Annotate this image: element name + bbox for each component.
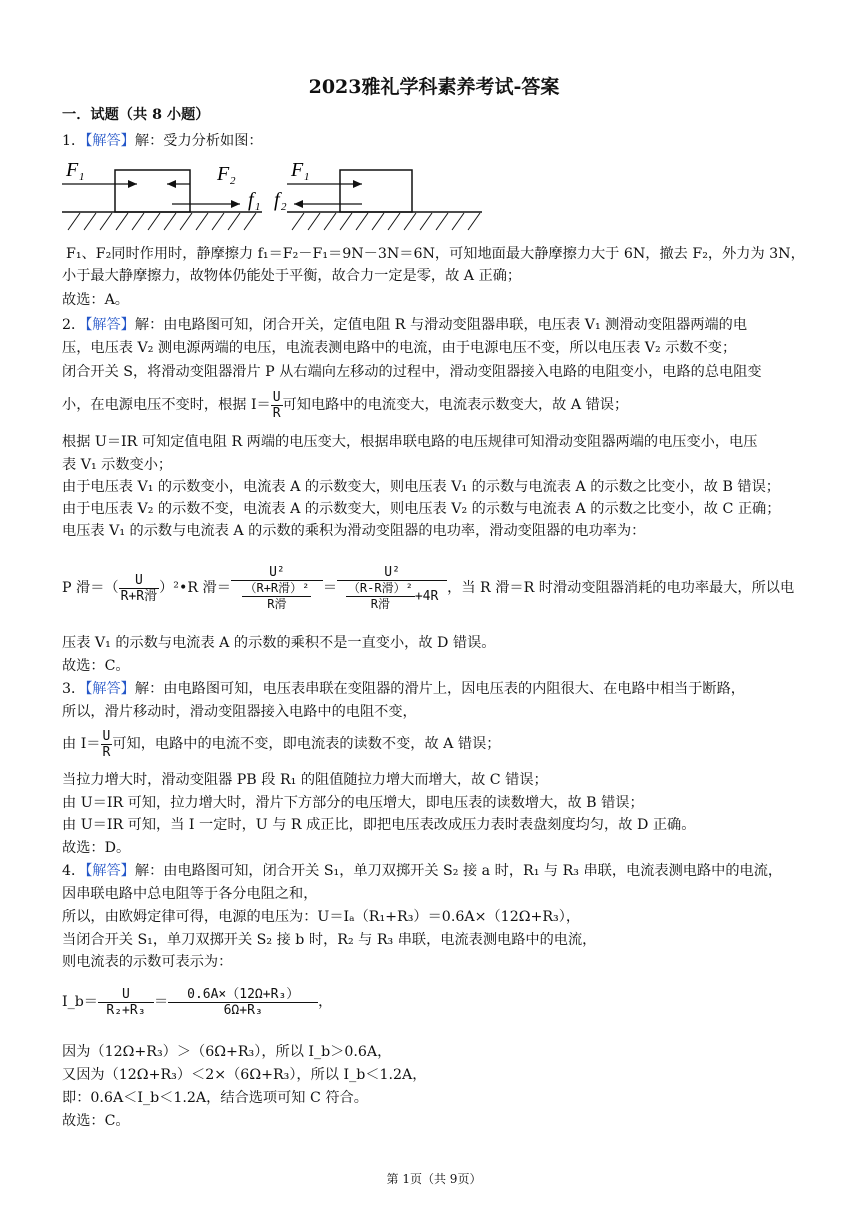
q1-intro	[62, 131, 263, 151]
q3-line-6: 由 U＝IR 可知，当 I 一定时，U 与 R 成正比，即把电压表改成压力表时表盘刻度均匀，故 D 正确。	[62, 817, 696, 833]
q4-number: 4．	[62, 863, 86, 879]
q4-answer-tag: 【解答】	[85, 863, 135, 879]
q2-line-9: 电压表 V₁ 的示数与电流表 A 的示数的乘积为滑动变阻器的电功率，滑动变阻器的电功率为：	[62, 523, 646, 539]
q2-answer-tag: 【解答】	[85, 317, 135, 333]
page-footer: 第 1页（共 9页）	[386, 1172, 482, 1186]
section-heading: 一．试题（共 8 小题）	[62, 107, 210, 123]
q4-line-7: 又因为（12Ω+R₃）＜2×（6Ω+R₃），所以 I_b＜1.2A，	[62, 1067, 427, 1083]
svg-text:2: 2	[230, 175, 236, 187]
svg-text:F: F	[217, 163, 230, 185]
q2-line-8: 由于电压表 V₂ 的示数不变，电流表 A 的示数变大，则电压表 V₂ 的示数与电流表 A 的示数之比变小，故 C 正确；	[62, 501, 781, 517]
q3-line-3: 由 I＝ $\frac{U}{R}$ 可知，电路中的电流不变，即电流表的读数不变，故 A 错误；	[62, 728, 501, 760]
svg-text:F: F	[66, 160, 79, 181]
force-diagram	[62, 160, 502, 240]
svg-text:2: 2	[281, 201, 287, 213]
svg-text:F: F	[291, 160, 304, 181]
q3-line-4: 当拉力增大时，滑动变阻器 PB 段 R₁ 的阻值随拉力增大而增大，故 C 错误；	[62, 772, 548, 788]
q2-line-2: 压，电压表 V₂ 测电源两端的电压，电流表测电路中的电流，由于电源电压不变，所以电压表 V₂ 示数不变；	[62, 340, 737, 356]
q4-line-9: 故选：C。	[62, 1113, 130, 1129]
svg-text:f: f	[248, 189, 254, 211]
q2-line-4: 小，在电源电压不变时，根据 I＝ $\frac{U}{R}$ 可知电路中的电流变大，电流表示数变大，故 A 错误；	[62, 389, 629, 421]
q2-line-11: 故选：C。	[62, 658, 130, 674]
svg-text:f: f	[274, 189, 280, 211]
svg-text:1: 1	[304, 171, 310, 183]
page-title: 2023雅礼学科素养考试-答案	[308, 76, 560, 98]
q3-line-1: 3．【解答】解：由电路图可知，电压表串联在变阻器的滑片上，因电压表的内阻很大、在电路中相当于断路，	[62, 681, 745, 697]
q3-answer-tag: 【解答】	[85, 681, 135, 697]
q1-intro-text: 解：受力分析如图：	[134, 133, 263, 149]
q4-line-4: 当闭合开关 S₁，单刀双掷开关 S₂ 接 b 时，R₂ 与 R₃ 串联，电流表测电路中的电流，	[62, 932, 597, 948]
q3-line-5: 由 U＝IR 可知，拉力增大时，滑片下方部分的电压增大，即电压表的读数增大，故 B 错误；	[62, 795, 644, 811]
q2-line-1: 2．【解答】解：由电路图可知，闭合开关，定值电阻 R 与滑动变阻器串联，电压表 V₁ 测滑动变阻器两端的电	[62, 317, 748, 333]
q1-number: 1．	[62, 133, 86, 149]
q4-line-8: 即：0.6A＜I_b＜1.2A，结合选项可知 C 符合。	[62, 1090, 368, 1106]
svg-text:1: 1	[255, 201, 261, 213]
q4-line-5: 则电流表的示数可表示为：	[62, 954, 233, 970]
q4-line-1: 4．【解答】解：由电路图可知，闭合开关 S₁，单刀双掷开关 S₂ 接 a 时，R₁ 与 R₃ 串联，电流表测电路中的电流，	[62, 863, 783, 879]
q3-line-2: 所以，滑片移动时，滑动变阻器接入电路中的电阻不变，	[62, 704, 417, 720]
q1-line-2: 小于最大静摩擦力，故物体仍能处于平衡，故合力一定是零，故 A 正确；	[62, 268, 522, 284]
q3-line-7: 故选：D。	[62, 840, 131, 856]
q1-answer-tag: 【解答】	[85, 133, 135, 149]
q4-line-6: 因为（12Ω+R₃）＞（6Ω+R₃），所以 I_b＞0.6A，	[62, 1044, 392, 1060]
q2-line-7: 由于电压表 V₁ 的示数变小，电流表 A 的示数变大，则电压表 V₁ 的示数与电流表 A 的示数之比变小，故 B 错误；	[62, 479, 780, 495]
q2-line-5: 根据 U＝IR 可知定值电阻 R 两端的电压变大，根据串联电路的电压规律可知滑动变阻器两端的电压变小，电压	[62, 434, 758, 450]
q4-current-equation: I_b＝ $\frac{U}{\text{R₂+R₃}}$ ＝ $\frac{\text{0.6A×（12Ω+R₃）}}{\text{6Ω+R₃}}$ ，	[62, 986, 333, 1018]
q4-line-3: 所以，由欧姆定律可得，电源的电压为：U＝Iₐ（R₁+R₃）＝0.6A×（12Ω+R₃），	[62, 909, 581, 925]
q2-line-3: 闭合开关 S，将滑动变阻器滑片 P 从右端向左移动的过程中，滑动变阻器接入电路的电阻变小，电路的总电阻变	[62, 364, 762, 380]
fraction-u-over-r: $\frac{U}{R}$	[272, 389, 281, 421]
svg-text:1: 1	[79, 171, 85, 183]
q2-line-10: 压表 V₁ 的示数与电流表 A 的示数的乘积不是一直变小，故 D 错误。	[62, 635, 496, 651]
q1-line-1: F₁、F₂同时作用时，静摩擦力 f₁＝F₂－F₁＝9N－3N＝6N，可知地面最大静摩擦力大于 6N，撤去 F₂，外力为 3N，	[66, 246, 805, 262]
q3-number: 3．	[62, 681, 86, 697]
q4-line-2: 因串联电路中总电阻等于各分电阻之和，	[62, 886, 318, 902]
q2-power-equation: P 滑＝（ $\frac{U}{\text{R+R滑}}$ ）²•R 滑＝ $\frac{\text{U²}}{\frac{\text{（R+R滑）²}}{\text{R滑}}}$ ＝ U² $\frac{\text{（R-R滑）²}}{\text{R滑}}$ +4R ，当 R 滑＝R 时滑动变阻器消耗的电功率最大，所以电	[62, 564, 795, 611]
q1-line-3: 故选：A。	[62, 292, 129, 308]
q2-number: 2．	[62, 317, 86, 333]
q2-line-6: 表 V₁ 示数变小；	[62, 457, 173, 473]
